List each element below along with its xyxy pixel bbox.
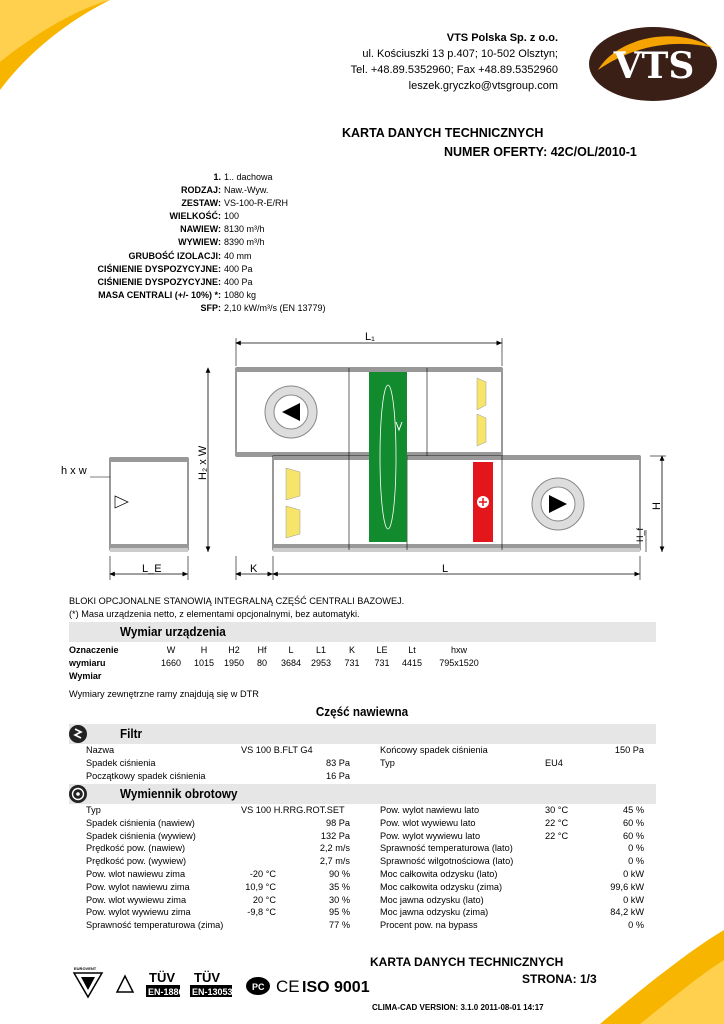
wheel-title: Wymiennik obrotowy bbox=[120, 786, 238, 801]
table-cell: Spadek ciśnienia (wywiew) bbox=[86, 830, 196, 841]
param-row bbox=[40, 223, 326, 236]
table-cell: 95 % bbox=[329, 907, 350, 918]
param-row bbox=[40, 184, 326, 197]
filter-section-header bbox=[69, 724, 656, 744]
table-cell: Sprawność temperaturowa (zima) bbox=[86, 920, 224, 931]
table-row bbox=[86, 894, 656, 907]
table-cell: Sprawność wilgotnościowa (lato) bbox=[380, 856, 514, 867]
dim-le: L_E bbox=[142, 563, 162, 575]
certification-logos bbox=[72, 964, 372, 1004]
table-cell: Pow. wylot nawiewu zima bbox=[86, 881, 190, 892]
table-row bbox=[86, 906, 656, 919]
param-value: 8130 m³/h bbox=[224, 224, 265, 235]
param-value: 1080 kg bbox=[224, 289, 257, 300]
param-value: Naw.-Wyw. bbox=[224, 185, 269, 196]
param-row bbox=[40, 289, 326, 302]
param-row bbox=[40, 236, 326, 249]
offer-number: NUMER OFERTY: 42C/OL/2010-1 bbox=[444, 145, 637, 159]
dims-header: H bbox=[200, 645, 208, 655]
iso-mark: ISO 9001 bbox=[302, 979, 370, 996]
dims-footnote: Wymiary zewnętrzne ramy znajdują się w DTR bbox=[69, 689, 259, 699]
param-label: WYWIEW: bbox=[178, 237, 221, 248]
title-line1: KARTA DANYCH TECHNICZNYCH bbox=[342, 126, 544, 140]
table-cell: Procent pow. na bypass bbox=[380, 920, 478, 931]
table-cell: 0 % bbox=[628, 920, 644, 931]
table-cell: 132 Pa bbox=[320, 830, 350, 841]
document-title bbox=[342, 124, 637, 162]
dims-header: L1 bbox=[315, 645, 326, 655]
supply-section-title: Część nawiewna bbox=[315, 704, 409, 719]
tuv-cert-2: TÜV bbox=[194, 970, 220, 985]
table-cell: 60 % bbox=[623, 830, 644, 841]
table-cell: Moc całkowita odzysku (lato) bbox=[380, 868, 498, 879]
param-row bbox=[40, 263, 326, 276]
dims-header: W bbox=[166, 645, 176, 655]
tuv-triangle-icon bbox=[117, 976, 133, 992]
param-label: GRUBOŚĆ IZOLACJI: bbox=[128, 250, 221, 261]
dims-label-wymiaru: wymiaru bbox=[69, 658, 106, 668]
table-cell: -9,8 °C bbox=[247, 907, 276, 918]
table-row bbox=[86, 817, 656, 830]
dim-l: L bbox=[442, 563, 449, 575]
table-cell: Spadek ciśnienia (nawiew) bbox=[86, 817, 195, 828]
table-cell: Pow. wylot wywiewu lato bbox=[380, 830, 481, 841]
table-cell: 35 % bbox=[329, 881, 350, 892]
table-cell: Moc całkowita odzysku (zima) bbox=[380, 881, 503, 892]
table-cell: Początkowy spadek ciśnienia bbox=[86, 770, 206, 781]
dim-hf: H_f bbox=[635, 527, 645, 542]
company-address: ul. Kościuszki 13 p.407; 10-502 Olsztyn; bbox=[362, 48, 558, 60]
param-value: 100 bbox=[224, 211, 240, 222]
param-label: 1. bbox=[213, 172, 221, 182]
eurovent-text: EUROVENT bbox=[74, 966, 97, 971]
dims-section-title: Wymiar urządzenia bbox=[120, 624, 226, 639]
company-name: VTS Polska Sp. z o.o. bbox=[446, 32, 558, 44]
param-label: SFP: bbox=[200, 302, 221, 313]
table-row bbox=[86, 842, 656, 855]
table-cell: 77 % bbox=[329, 920, 350, 931]
table-cell: VS 100 B.FLT G4 bbox=[241, 745, 313, 755]
footer-title: KARTA DANYCH TECHNICZNYCH bbox=[370, 955, 564, 969]
param-label: CIŚNIENIE DYSPOZYCYJNE: bbox=[97, 276, 221, 287]
table-cell: 45 % bbox=[623, 805, 644, 815]
dims-section-header bbox=[69, 622, 656, 642]
table-cell: Pow. wlot wywiewu lato bbox=[380, 817, 476, 828]
table-cell: 0 % bbox=[628, 843, 644, 854]
company-info bbox=[351, 30, 558, 94]
param-label: MASA CENTRALI (+/- 10%) *: bbox=[98, 289, 221, 300]
param-value: 2,10 kW/m³/s (EN 13779) bbox=[224, 302, 326, 313]
table-cell: 0 kW bbox=[623, 868, 644, 879]
table-cell: 98 Pa bbox=[325, 817, 350, 828]
unit-parameters bbox=[40, 171, 326, 315]
table-cell: 83 Pa bbox=[325, 757, 350, 768]
dims-header: Hf bbox=[257, 645, 267, 655]
dims-value: 2953 bbox=[310, 658, 332, 668]
param-label: WIELKOŚĆ: bbox=[169, 211, 221, 222]
table-row bbox=[86, 855, 656, 868]
table-cell: 0 % bbox=[628, 856, 644, 867]
dims-header: K bbox=[348, 645, 355, 655]
table-cell: -20 °C bbox=[249, 868, 276, 879]
dims-value: 1660 bbox=[160, 658, 182, 668]
dims-value: 1950 bbox=[223, 658, 245, 668]
rotary-wheel-icon bbox=[69, 785, 87, 803]
table-cell: Pow. wlot nawiewu zima bbox=[86, 868, 186, 879]
table-cell: Prędkość pow. (wywiew) bbox=[86, 856, 187, 867]
vts-logo bbox=[588, 26, 718, 102]
ce-mark: CE bbox=[276, 977, 300, 996]
dims-label-wymiar: Wymiar bbox=[69, 671, 102, 681]
table-cell: 16 Pa bbox=[325, 770, 350, 781]
param-row bbox=[40, 171, 326, 184]
logo-text: VTS bbox=[613, 45, 695, 87]
param-label: ZESTAW: bbox=[181, 198, 221, 209]
dim-hxw: h x w bbox=[61, 465, 87, 477]
tuv-cert-1: TÜV bbox=[149, 970, 175, 985]
table-cell: Pow. wylot wywiewu zima bbox=[86, 907, 191, 918]
filter-icon bbox=[69, 725, 87, 743]
param-row bbox=[40, 276, 326, 289]
page-number: STRONA: 1/3 bbox=[522, 972, 597, 986]
table-cell: 0 kW bbox=[623, 894, 644, 905]
note-mass: (*) Masa urządzenia netto, z elementami opcjonalnymi, bez automatyki. bbox=[69, 609, 360, 619]
table-row bbox=[86, 881, 656, 894]
param-label: NAWIEW: bbox=[180, 224, 221, 235]
param-value: 400 Pa bbox=[224, 263, 253, 274]
table-cell: Prędkość pow. (nawiew) bbox=[86, 843, 186, 854]
table-cell: 90 % bbox=[329, 868, 350, 879]
table-row bbox=[86, 757, 656, 770]
dims-header: H2 bbox=[228, 645, 240, 655]
filter-title: Filtr bbox=[120, 726, 143, 741]
wheel-section-header bbox=[69, 784, 656, 804]
dims-header: L bbox=[288, 645, 294, 655]
dims-value: 795x1520 bbox=[439, 658, 479, 668]
table-cell: Pow. wlot wywiewu zima bbox=[86, 894, 187, 905]
table-row bbox=[86, 868, 656, 881]
table-cell: Nazwa bbox=[86, 745, 115, 755]
tuv-cert-1-norm: EN-1886 bbox=[148, 987, 184, 997]
table-cell: 2,7 m/s bbox=[319, 856, 350, 867]
table-row bbox=[86, 830, 656, 843]
dims-value: 731 bbox=[374, 658, 390, 668]
dim-h2xw: H₂ x W bbox=[197, 445, 209, 480]
table-cell: Moc jawna odzysku (zima) bbox=[380, 907, 489, 918]
top-left-swoosh bbox=[0, 0, 110, 100]
table-cell: EU4 bbox=[545, 757, 563, 768]
company-email[interactable]: leszek.gryczko@vtsgroup.com bbox=[408, 80, 558, 92]
dims-value: 1015 bbox=[193, 658, 215, 668]
param-row bbox=[40, 250, 326, 263]
dims-header: Lt bbox=[408, 645, 416, 655]
table-cell: 2,2 m/s bbox=[319, 843, 350, 854]
table-cell: 30 °C bbox=[545, 805, 569, 815]
table-cell: Pow. wylot nawiewu lato bbox=[380, 805, 480, 815]
param-label: RODZAJ: bbox=[181, 185, 221, 196]
param-label: CIŚNIENIE DYSPOZYCYJNE: bbox=[97, 263, 221, 274]
param-row bbox=[40, 197, 326, 210]
param-value: 400 Pa bbox=[224, 276, 253, 287]
table-cell: 150 Pa bbox=[614, 745, 644, 755]
param-value: 1.. dachowa bbox=[224, 172, 273, 182]
dims-value: 3684 bbox=[280, 658, 302, 668]
table-cell: 84,2 kW bbox=[610, 907, 644, 918]
dims-label-oznaczenie: Oznaczenie bbox=[69, 645, 119, 655]
table-cell: 10,9 °C bbox=[245, 881, 276, 892]
software-version: CLIMA-CAD VERSION: 3.1.0 2011-08-01 14:17 bbox=[372, 1003, 544, 1012]
table-cell: Spadek ciśnienia bbox=[86, 757, 156, 768]
table-cell: 60 % bbox=[623, 817, 644, 828]
table-cell: 22 °C bbox=[545, 817, 569, 828]
param-value: VS-100-R-E/RH bbox=[224, 198, 289, 209]
table-cell: Typ bbox=[86, 805, 101, 815]
tuv-cert-2-norm: EN-13053 bbox=[192, 987, 233, 997]
wheel-table bbox=[86, 804, 656, 932]
dim-h: H bbox=[651, 502, 663, 510]
filter-table bbox=[86, 744, 656, 782]
dim-l1: L₁ bbox=[365, 331, 375, 343]
table-cell: Moc jawna odzysku (lato) bbox=[380, 894, 484, 905]
table-row bbox=[86, 804, 656, 817]
dims-header: LE bbox=[376, 645, 388, 655]
dims-value: 4415 bbox=[401, 658, 423, 668]
param-value: 40 mm bbox=[224, 250, 252, 261]
bottom-right-swoosh bbox=[600, 930, 724, 1024]
table-row bbox=[86, 770, 656, 783]
svg-text:PC: PC bbox=[252, 982, 265, 992]
table-cell: Typ bbox=[380, 757, 395, 768]
dims-header: hxw bbox=[450, 645, 467, 655]
table-cell: 20 °C bbox=[252, 894, 276, 905]
table-cell: 99,6 kW bbox=[610, 881, 644, 892]
table-cell: 30 % bbox=[329, 894, 350, 905]
dim-k: K bbox=[250, 563, 258, 575]
company-phone: Tel. +48.89.5352960; Fax +48.89.5352960 bbox=[350, 64, 558, 76]
table-row bbox=[86, 744, 656, 757]
param-value: 8390 m³/h bbox=[224, 237, 265, 248]
table-cell: 22 °C bbox=[545, 830, 569, 841]
table-cell: Końcowy spadek ciśnienia bbox=[380, 745, 488, 755]
param-row bbox=[40, 210, 326, 223]
dims-value: 731 bbox=[344, 658, 360, 668]
table-cell: Sprawność temperaturowa (lato) bbox=[380, 843, 513, 854]
param-row bbox=[40, 302, 326, 315]
table-cell: VS 100 H.RRG.ROT.SET bbox=[241, 805, 345, 815]
note-optional-blocks: BLOKI OPCJONALNE STANOWIĄ INTEGRALNĄ CZĘŚĆ CENTRALI BAZOWEJ. bbox=[69, 596, 405, 606]
dims-value: 80 bbox=[256, 658, 267, 668]
table-row bbox=[86, 919, 656, 932]
unit-drawing bbox=[60, 330, 680, 580]
